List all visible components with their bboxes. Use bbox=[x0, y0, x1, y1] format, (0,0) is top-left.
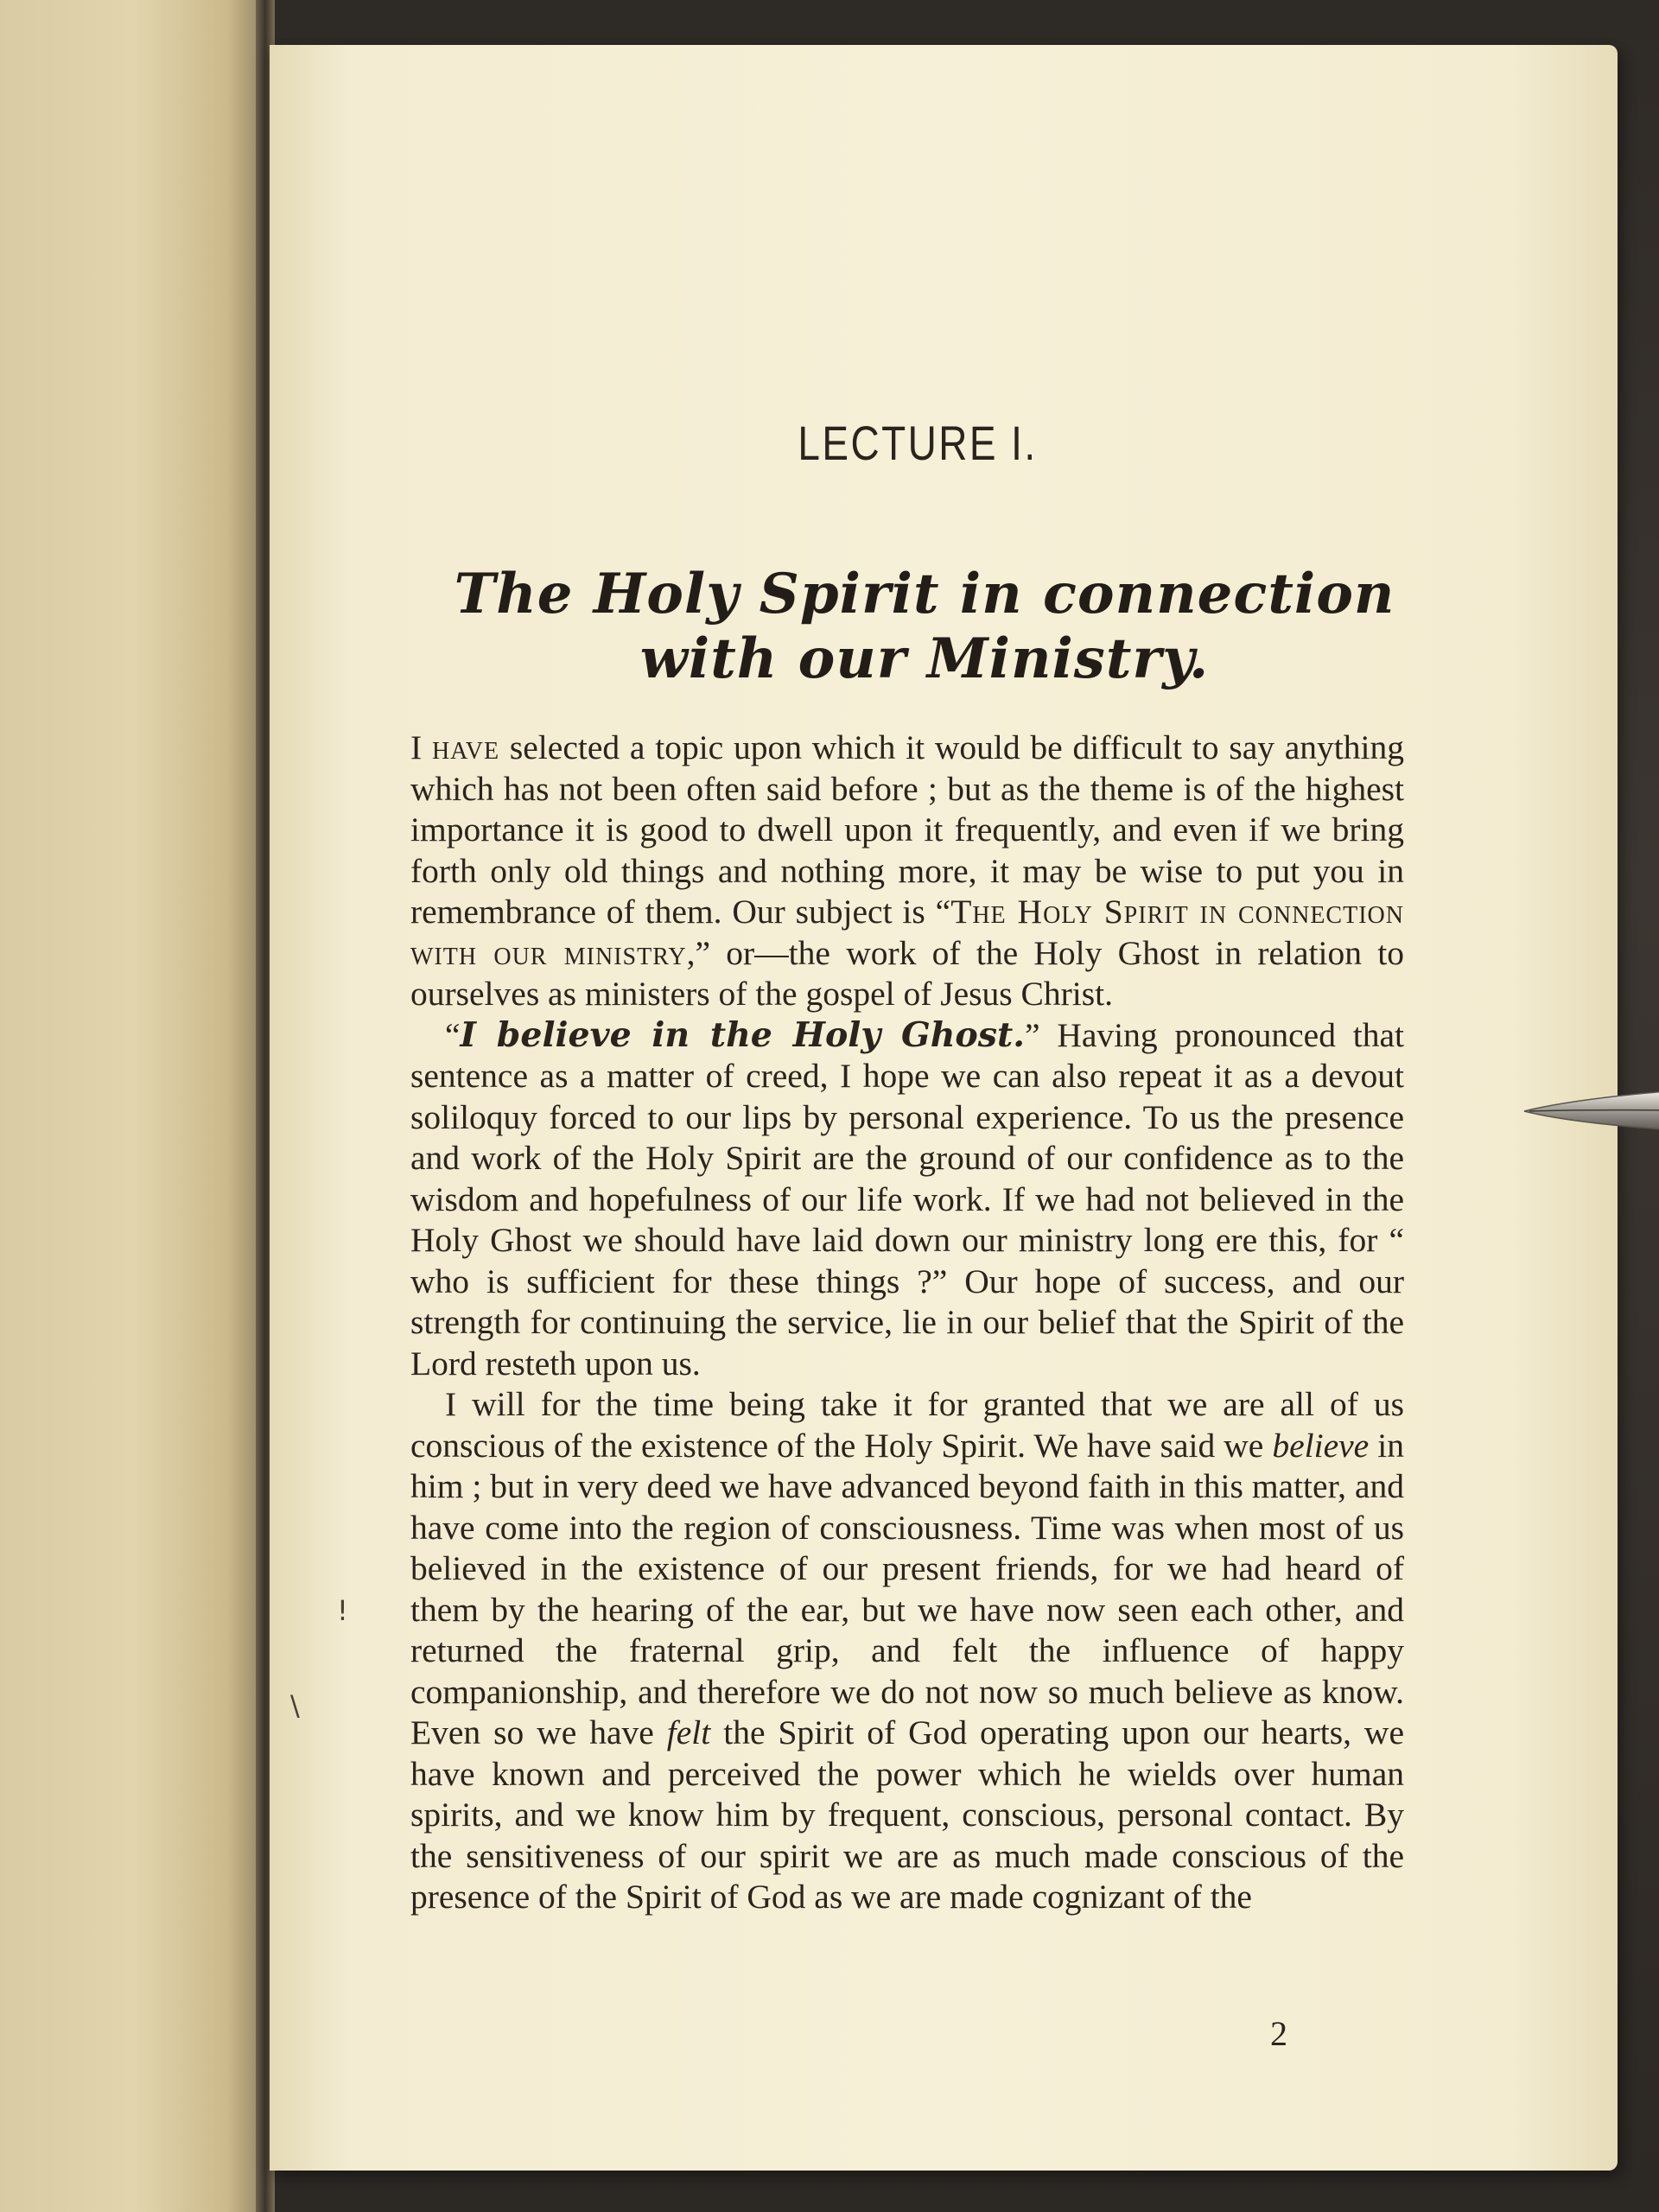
small-caps-run: have bbox=[431, 728, 500, 766]
text-run: in him ; but in very deed we have advanced beyond faith in this matter, and have come into the region of consciousness. Time was when most of us believed in the existence of our present friends, for we had heard of them by the hearing of the ear, but we have now seen each other, and returned the fraternal grip, and felt the influence of happy companionship, and therefore we do not now so much believe as know. Even so we have bbox=[410, 1426, 1404, 1751]
paragraph bbox=[410, 1015, 1404, 1385]
text-run: ” Having pronounced that sentence as a matter of creed, I hope we can also repeat it as a devout soliloquy forced to our lips by personal experience. To us the presence and work of the Holy Spirit are the ground of our confidence as to the wisdom and hopefulness of our life work. If we had not believed in the Holy Ghost we should have laid down our ministry long ere this, for “ who is sufficient for these things ?” Our hope of success, and our strength for continuing the service, lie in our belief that the Spirit of the Lord resteth upon us. bbox=[410, 1015, 1404, 1382]
margin-mark: \ bbox=[290, 1689, 300, 1722]
text-run: I will for the time being take it for granted that we are all of us conscious of the existence of the Holy Spirit. We have said we bbox=[410, 1385, 1404, 1465]
paragraph bbox=[410, 728, 1404, 1015]
text-run: “ bbox=[445, 1015, 461, 1054]
left-page bbox=[0, 0, 268, 2212]
blackletter-run: I believe in the Holy Ghost. bbox=[460, 1014, 1025, 1055]
text-run: I bbox=[410, 728, 432, 766]
small-caps-run: The Holy Spirit in connection with our ministry bbox=[410, 893, 1404, 972]
italic-run: felt bbox=[666, 1713, 711, 1751]
pen-nib-icon bbox=[1521, 1080, 1659, 1141]
text-run: selected a topic upon which it would be difficult to say anything which has not been often said before ; but as the theme is of the highest importance it is good to dwell upon it frequently, and even if we bring forth only old things and nothing more, it may be wise to put you in remembrance of them. Our subject is “ bbox=[410, 728, 1404, 931]
italic-run: believe bbox=[1272, 1426, 1370, 1465]
margin-mark: ! bbox=[337, 1594, 348, 1627]
lecture-heading: LECTURE I. bbox=[798, 416, 1038, 470]
paragraph bbox=[410, 1384, 1404, 1918]
text-run: ,” or—the work of the Holy Ghost in relation to ourselves as ministers of the gospel of Jesus Christ. bbox=[410, 933, 1404, 1013]
lecture-subtitle: The Holy Spirit in connection with our Ministry. bbox=[454, 562, 1395, 691]
body-text bbox=[410, 728, 1404, 1918]
page-number: 2 bbox=[1270, 2014, 1287, 2053]
text-run: the Spirit of God operating upon our hearts, we have known and perceived the power which he wields over human spirits, and we know him by frequent, conscious, personal contact. By the sensitiveness of our spirit we are as much made conscious of the presence of the Spirit of God as we are made cognizant of the bbox=[410, 1713, 1404, 1916]
